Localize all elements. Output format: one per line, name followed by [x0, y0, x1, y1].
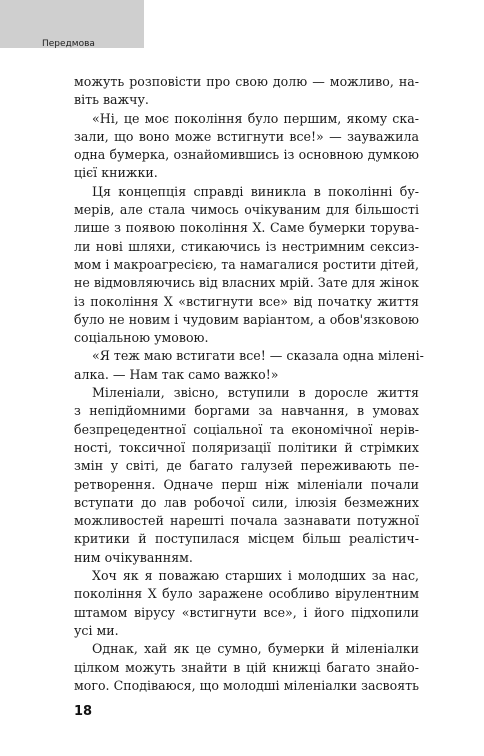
text-line: покоління X було заражене особливо вірулентним — [74, 586, 419, 602]
page-number: 18 — [74, 704, 93, 719]
text-line: не відмовляючись від власних мрій. Зате для жінок — [74, 275, 419, 291]
text-line: штамом вірусу «встигнути все», і його підхопили — [74, 604, 419, 620]
text-line: вступати до лав робочої сили, ілюзія безмежних — [74, 494, 419, 510]
text-line: мом і макроагресією, та намагалися ростити дітей, — [74, 256, 419, 272]
text-line: критики й поступилася місцем більш реалістич- — [74, 531, 419, 547]
text-line: із покоління X «встигнути все» від початку життя — [74, 293, 419, 309]
text-line: мого. Сподіваюся, що молодші міленіалки засвоять — [74, 677, 419, 693]
text-line: алка. — Нам так само важко!» — [74, 366, 279, 382]
text-line: соціальною умовою. — [74, 330, 209, 346]
text-line: «Я теж маю встигати все! — сказала одна мілені- — [92, 348, 424, 364]
text-line: Хоч як я поважаю старших і молодших за нас, — [92, 568, 419, 584]
text-line: з непідйомними боргами за навчання, в умовах — [74, 403, 419, 419]
text-line: можуть розповісти про свою долю — можливо, на- — [74, 74, 419, 89]
text-line: усі ми. — [74, 622, 119, 638]
text-line: ретворення. Одначе перш ніж міленіали почали — [74, 476, 419, 492]
text-line: цілком можуть знайти в цій книжці багато знайо- — [74, 659, 419, 675]
text-line: зали, що воно може встигнути все!» — зауважила — [74, 128, 419, 144]
text-line: ності, токсичної поляризації політики й стрімких — [74, 439, 419, 455]
text-line: «Ні, це моє покоління було першим, якому ска- — [92, 110, 419, 126]
text-line: одна бумерка, ознайомившись із основною думкою — [74, 147, 419, 163]
text-line: лише з появою покоління X. Саме бумерки торува- — [74, 220, 419, 236]
running-head: Передмова — [42, 39, 95, 49]
text-line: Однак, хай як це сумно, бумерки й міленіалки — [92, 641, 419, 657]
text-line: безпрецедентної соціальної та економічної нерів- — [74, 421, 419, 437]
text-line: Міленіали, звісно, вступили в доросле життя — [92, 385, 419, 401]
text-line: мерів, але стала чимось очікуваним для більшості — [74, 202, 419, 218]
text-line: змін у світі, де багато галузей переживають пе- — [74, 458, 419, 474]
text-line: цієї книжки. — [74, 165, 158, 181]
page-body-text — [74, 73, 424, 695]
text-line: ним очікуванням. — [74, 549, 193, 565]
running-head-bar — [0, 0, 144, 48]
text-line: ли нові шляхи, стикаючись із нестримним сексиз- — [74, 238, 419, 254]
text-line: віть важчу. — [74, 92, 149, 108]
text-line: було не новим і чудовим варіантом, а обов'язковою — [74, 311, 419, 327]
text-line: Ця концепція справді виникла в поколінні бу- — [92, 183, 419, 199]
text-line: можливостей нарешті почала зазнавати потужної — [74, 513, 419, 529]
